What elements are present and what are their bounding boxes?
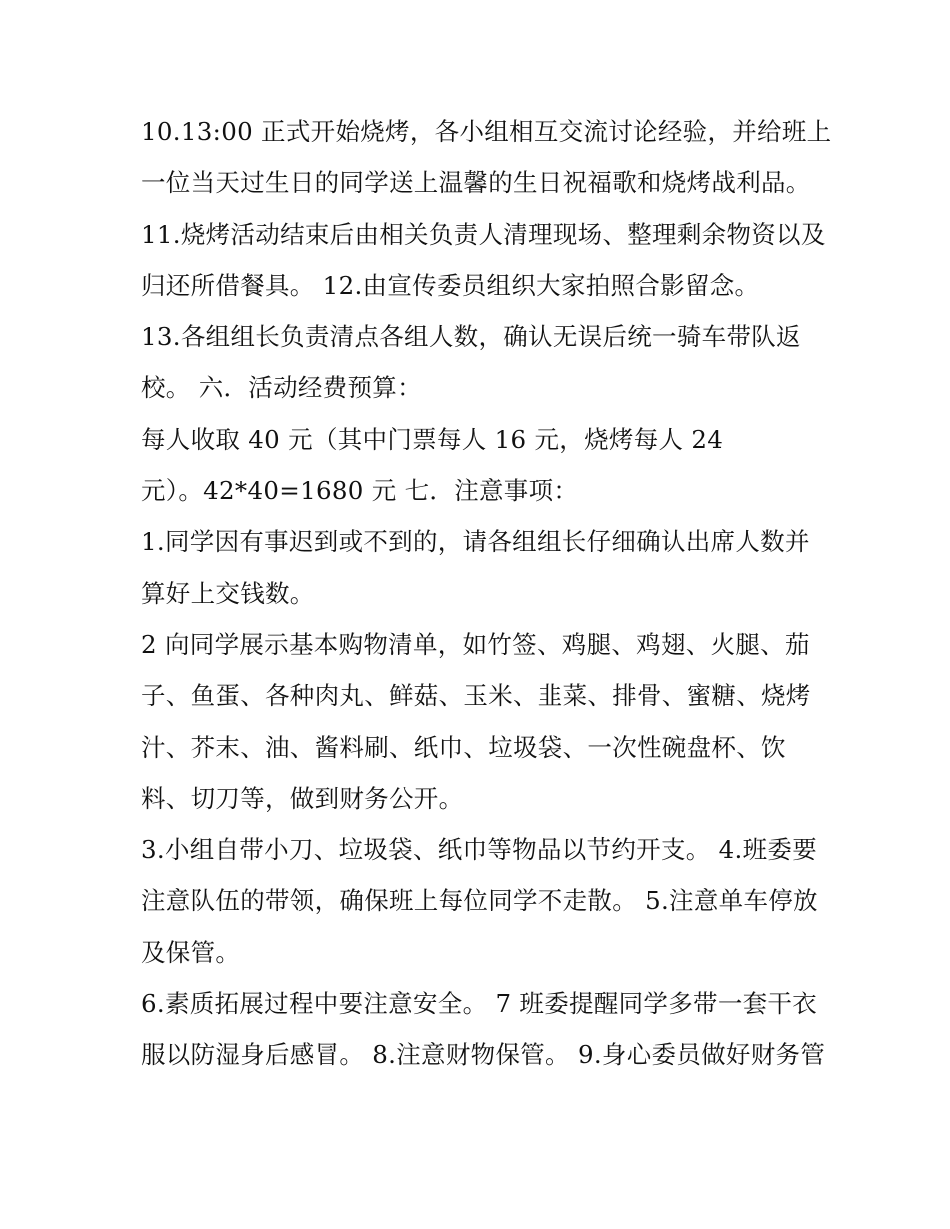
text-line: 6.素质拓展过程中要注意安全。 7 班委提醒同学多带一套干衣 [141,989,818,1019]
text-line: 元）。42*40=1680 元 七．注意事项： [141,476,579,506]
text-line: 13.各组组长负责清点各组人数，确认无误后统一骑车带队返 [141,322,801,352]
text-line: 2 向同学展示基本购物清单，如竹签、鸡腿、鸡翅、火腿、茄 [141,629,810,659]
text-line: 3.小组自带小刀、垃圾袋、纸巾等物品以节约开支。 4.班委要 [141,835,818,865]
text-line: 汁、芥末、油、酱料刷、纸巾、垃圾袋、一次性碗盘杯、饮 [141,732,786,762]
text-line: 算好上交钱数。 [141,578,315,608]
document-body [141,106,831,1081]
text-line: 服以防湿身后感冒。 8.注意财物保管。 9.身心委员做好财务管 [141,1040,826,1070]
text-line: 10.13:00 正式开始烧烤，各小组相互交流讨论经验，并给班上 [141,117,832,146]
text-line: 11.烧烤活动结束后由相关负责人清理现场、整理剩余物资以及 [141,219,826,249]
text-line: 注意队伍的带领，确保班上每位同学不走散。 5.注意单车停放 [141,886,818,916]
text-line: 子、鱼蛋、各种肉丸、鲜菇、玉米、韭菜、排骨、蜜糖、烧烤 [141,681,811,711]
text-line: 料、切刀等，做到财务公开。 [141,783,464,813]
text-line: 一位当天过生日的同学送上温馨的生日祝福歌和烧烤战利品。 [141,168,811,198]
text-line: 校。 六．活动经费预算： [141,373,422,403]
text-line: 每人收取 40 元（其中门票每人 16 元，烧烤每人 24 [141,424,724,454]
text-line: 1.同学因有事迟到或不到的，请各组组长仔细确认出席人数并 [141,527,810,557]
text-line: 及保管。 [141,937,241,967]
text-line: 归还所借餐具。 12.由宣传委员组织大家拍照合影留念。 [141,270,760,300]
